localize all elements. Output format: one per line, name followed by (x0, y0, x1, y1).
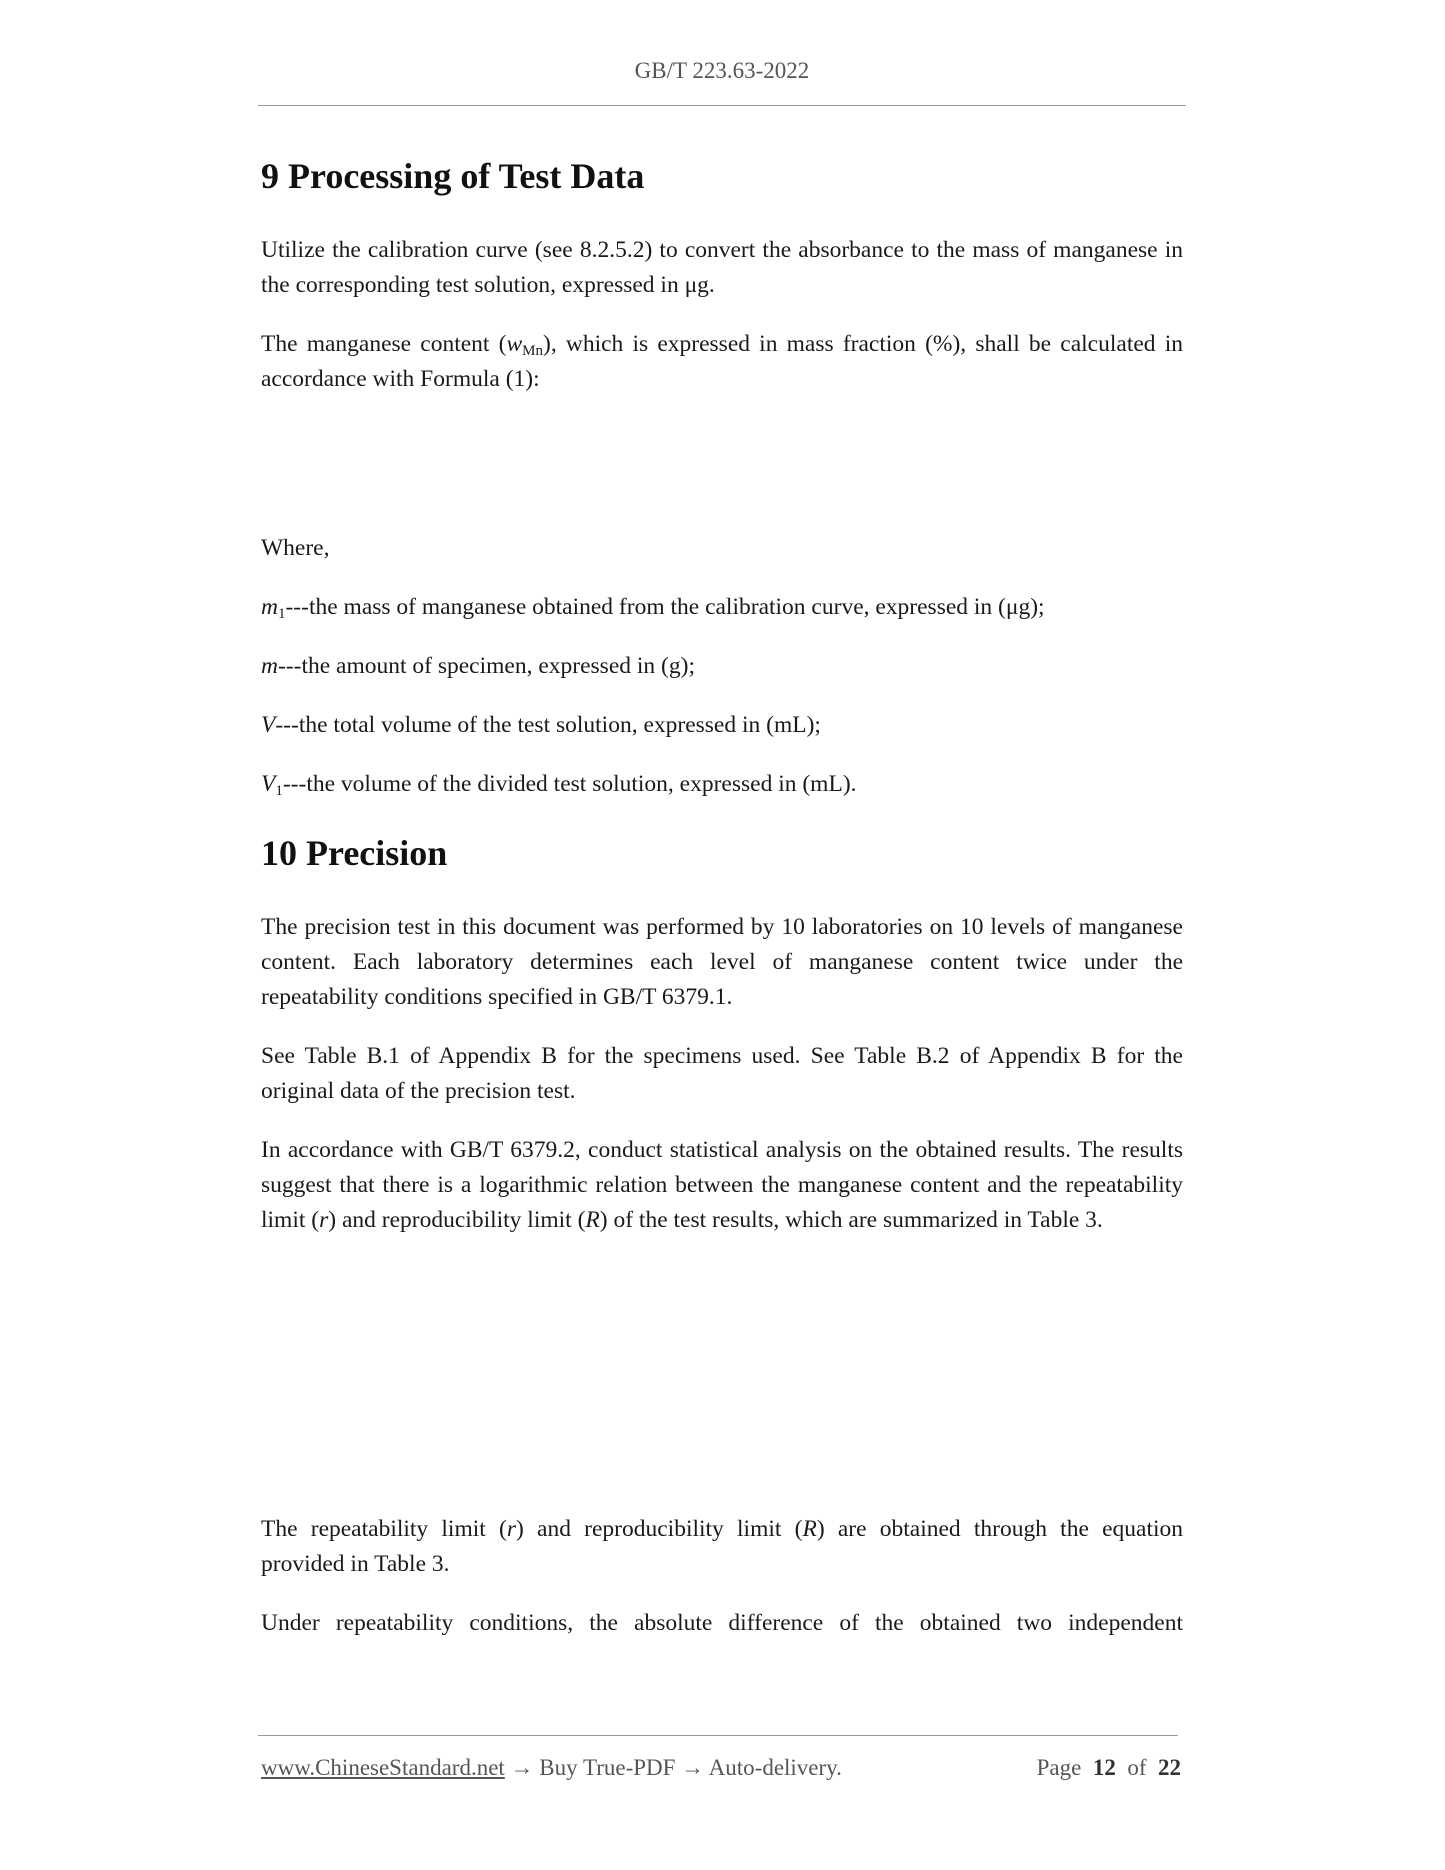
header-divider (258, 105, 1186, 106)
text-span: ) and reproducibility limit ( (328, 1207, 586, 1233)
definition-v (261, 708, 1183, 743)
definition-text: ---the total volume of the test solution, expressed in (mL); (275, 712, 821, 738)
footer-promo (261, 1755, 842, 1781)
footer-promo-text: → Buy True-PDF → Auto-delivery. (504, 1755, 842, 1780)
definition-m1 (261, 590, 1183, 625)
page-number (1037, 1755, 1181, 1781)
definition-text: ---the amount of specimen, expressed in (g); (277, 653, 695, 679)
text-span: The manganese content ( (261, 331, 507, 357)
website-link[interactable]: www.ChineseStandard.net (261, 1755, 505, 1780)
section-10-paragraph-5: Under repeatability conditions, the absolute difference of the obtained two independent (261, 1610, 1183, 1636)
symbol-subscript: 1 (277, 606, 286, 622)
section-10-paragraph-2: See Table B.1 of Appendix B for the specimens used. See Table B.2 of Appendix B for the original data of the precision test. (261, 1043, 1183, 1104)
symbol: V (261, 712, 276, 738)
page-label: Page (1036, 1755, 1082, 1780)
current-page: 12 (1092, 1755, 1116, 1780)
section-9-heading: 9 Processing of Test Data (261, 156, 645, 196)
definition-m (261, 649, 1183, 684)
definition-text: ---the volume of the divided test solution, expressed in (mL). (282, 771, 857, 797)
section-10-paragraph-4 (261, 1512, 1183, 1582)
definition-v1 (261, 767, 1183, 802)
subscript-mn: Mn (522, 343, 543, 359)
symbol-subscript: 1 (275, 783, 283, 799)
section-10-heading: 10 Precision (261, 833, 448, 873)
variable-R: R (802, 1516, 817, 1542)
variable-r: r (506, 1516, 516, 1542)
symbol: V (261, 771, 276, 797)
variable-R: R (585, 1207, 600, 1233)
text-span: ) and reproducibility limit ( (515, 1516, 803, 1542)
section-10-paragraph-3 (261, 1133, 1183, 1238)
text-span: The repeatability limit ( (261, 1516, 507, 1542)
where-label: Where, (261, 535, 330, 561)
text-span: ) of the test results, which are summarized in Table 3. (599, 1207, 1103, 1233)
variable-w: w (506, 331, 523, 357)
text-span: ), which is expressed in mass fraction (%), shall be calculated in accordance with Formula (1): (261, 331, 1183, 392)
of-label: of (1127, 1755, 1147, 1780)
page-content (261, 155, 1183, 1641)
symbol: m (261, 594, 278, 620)
table-3-area (261, 1238, 1183, 1488)
section-9-paragraph-2 (261, 327, 1183, 397)
page-header: GB/T 223.63-2022 (634, 58, 810, 83)
definition-text: ---the mass of manganese obtained from the calibration curve, expressed in (μg); (285, 594, 1045, 620)
symbol: m (261, 653, 278, 679)
text-span: ) are obtained through the equation provided in Table 3. (261, 1516, 1184, 1577)
section-10-paragraph-1: The precision test in this document was performed by 10 laboratories on 10 levels of manganese content. Each laboratory determines each level of manganese content twice under the repeatability conditions specified in GB/T 6379.1. (261, 914, 1183, 1010)
text-span: In accordance with GB/T 6379.2, conduct statistical analysis on the obtained results. The results suggest that there is a logarithmic relation between the manganese content and the repeatability limit ( (261, 1137, 1183, 1233)
total-pages: 22 (1158, 1755, 1181, 1780)
variable-r: r (319, 1207, 329, 1233)
formula-1-area (261, 397, 1183, 507)
section-9-paragraph-1: Utilize the calibration curve (see 8.2.5.2) to convert the absorbance to the mass of manganese in the corresponding test solution, expressed in μg. (261, 237, 1183, 298)
footer-divider (258, 1735, 1178, 1736)
